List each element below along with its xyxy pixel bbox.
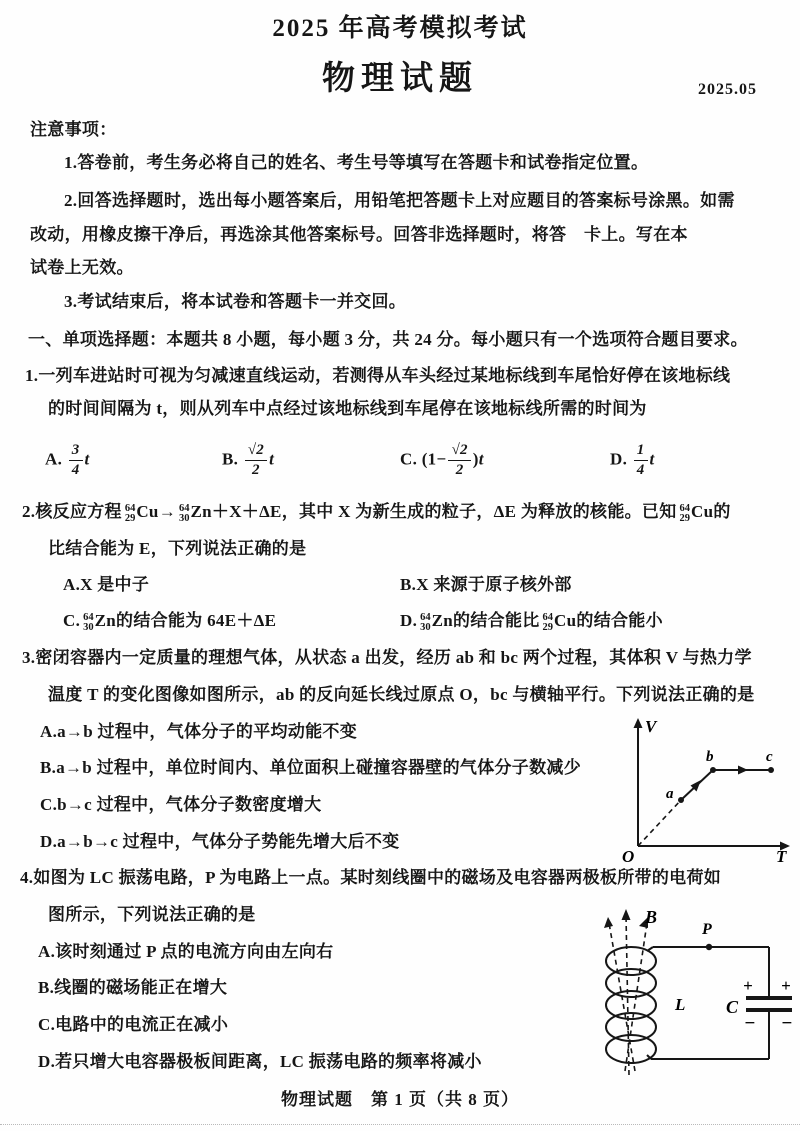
q2-intro: 2.核反应方程 — [22, 502, 122, 521]
q1-option-c-open: (1− — [421, 449, 447, 469]
origin-label: O — [622, 847, 635, 862]
q2-option-d-symbol-zn: Zn — [431, 611, 454, 630]
page-footer: 物理试题 第 1 页（共 8 页） — [281, 1090, 519, 1109]
q1-option-c-close: ) — [472, 449, 479, 469]
notice-heading: 注意事项： — [30, 120, 117, 139]
notice-item-2-line2a: 改动，用橡皮擦干净后，再选涂其他答案标号。回答非选择题时，将答 — [30, 225, 567, 244]
q1-option-c-fraction: $\frac{√2}{2}$ — [448, 443, 470, 478]
q2-nuclide-cu-2-symbol: Cu — [691, 502, 714, 521]
q2-nuclide-zn-1-symbol: Zn — [190, 502, 212, 521]
q2-option-d-nuclide-cu: 64 29 — [542, 611, 554, 633]
q1-option-d-fraction: $\frac{1}{4}$ — [634, 443, 648, 478]
lc-circuit — [585, 903, 797, 1104]
q2-option-b: B.X 来源于原子核外部 — [400, 575, 572, 594]
q2-nuclide-cu-2: 64 29 — [679, 502, 691, 524]
q2-option-d-nuclide-zn: 64 30 — [420, 611, 431, 633]
field-arrow-center — [622, 909, 631, 920]
point-c-label: c — [766, 749, 773, 765]
q2-option-c-symbol: Zn — [94, 611, 117, 630]
q1-option-b-variable: t — [269, 449, 275, 469]
plus-sign-left: + — [743, 976, 753, 995]
point-b-dot — [710, 767, 716, 773]
q1-option-a — [45, 443, 90, 478]
q4-option-c: C.电路中的电流正在减小 — [38, 1015, 229, 1034]
q2-option-d-symbol-cu: Cu — [554, 611, 577, 630]
point-b-label: b — [706, 749, 714, 765]
point-c-dot — [768, 767, 774, 773]
exam-title: 2025 年高考模拟考试 — [272, 15, 528, 42]
q2-line2: 比结合能为 E，下列说法正确的是 — [48, 539, 307, 558]
q4-option-a: A.该时刻通过 P 点的电流方向由左向右 — [38, 942, 334, 961]
q4-option-b: B.线圈的磁场能正在增大 — [38, 978, 228, 997]
q2-line1 — [22, 502, 731, 525]
q2-option-d-mid: 的结合能比 — [453, 611, 540, 630]
q4-option-d: D.若只增大电容器极板间距离，LC 振荡电路的频率将减小 — [38, 1052, 482, 1071]
q2-option-c — [63, 611, 276, 634]
bc-direction-arrow — [738, 766, 748, 775]
q3-option-a: A.a→b 过程中，气体分子的平均动能不变 — [40, 722, 358, 741]
point-p-label: P — [702, 921, 712, 938]
q2-nuclide-cu-1-symbol: Cu — [136, 502, 159, 521]
q2-option-c-text: 的结合能为 64E＋ΔE — [116, 611, 277, 630]
q1-option-d-variable: t — [649, 449, 655, 469]
notice-item-1: 1.答卷前，考生务必将自己的姓名、考生号等填写在答题卡和试卷指定位置。 — [64, 153, 649, 172]
q2-reaction-arrow: → — [158, 502, 177, 521]
q1-line1: 1.一列车进站时可视为匀减速直线运动，若测得从车头经过某地标线到车尾恰好停在该地标线 — [25, 366, 731, 385]
notice-item-2-line1: 2.回答选择题时，选出每小题答案后，用铅笔把答题卡上对应题目的答案标号涂黑。如需 — [64, 191, 735, 210]
inductor-label-l: L — [675, 995, 686, 1014]
q2-option-a: A.X 是中子 — [63, 575, 150, 594]
minus-sign-right: − — [781, 1013, 793, 1034]
q2-nuclide-zn-1: 64 30 — [179, 502, 190, 524]
vt-graph — [618, 712, 796, 867]
q2-option-c-nuclide: 64 30 — [83, 611, 94, 633]
point-p-dot — [706, 944, 712, 950]
notice-item-3: 3.考试结束后，将本试卷和答题卡一并交回。 — [64, 292, 407, 311]
v-axis-label: V — [645, 717, 657, 736]
q1-option-c-variable: t — [478, 449, 484, 469]
point-a-label: a — [666, 786, 674, 802]
q1-option-a-label: A. — [45, 449, 63, 469]
plus-sign-right: + — [781, 976, 791, 995]
q2-option-d-text: 的结合能小 — [576, 611, 663, 630]
q4-line1: 4.如图为 LC 振荡电路，P 为电路上一点。某时刻线圈中的磁场及电容器两极板所带的电荷如 — [20, 868, 722, 887]
notice-item-2-line3: 试卷上无效。 — [30, 258, 134, 277]
q2-option-c-label: C. — [63, 611, 81, 630]
q2-after: ＋X＋ΔE，其中 X 为新生成的粒子，ΔE 为释放的核能。已知 — [211, 502, 677, 521]
section-1-heading: 一、单项选择题：本题共 8 小题，每小题 3 分，共 24 分。每小题只有一个选项符合题目要求。 — [28, 330, 748, 349]
exam-subtitle: 物理试题 — [322, 61, 478, 97]
inductor-coil — [606, 947, 656, 1063]
q2-nuclide-cu-1: 64 29 — [124, 502, 136, 524]
q3-line1: 3.密闭容器内一定质量的理想气体，从状态 a 出发，经历 ab 和 bc 两个过程，其体积 V 与热力学 — [22, 648, 752, 667]
minus-sign-left: − — [744, 1013, 756, 1034]
q3-option-c: C.b→c 过程中，气体分子数密度增大 — [40, 795, 322, 814]
t-axis-label: T — [776, 847, 787, 862]
bottom-scan-rule — [0, 1124, 800, 1125]
q1-option-d-label: D. — [610, 449, 628, 469]
q1-option-d — [610, 443, 655, 478]
q1-option-c-label: C. — [400, 449, 418, 469]
q2-tail: 的 — [713, 502, 731, 521]
q1-option-a-fraction: $\frac{3}{4}$ — [69, 443, 83, 478]
q2-option-d — [400, 611, 663, 634]
q1-option-a-variable: t — [84, 449, 90, 469]
q3-option-d: D.a→b→c 过程中，气体分子势能先增大后不变 — [40, 832, 400, 851]
exam-date: 2025.05 — [698, 81, 757, 98]
q4-line2: 图所示，下列说法正确的是 — [48, 905, 256, 924]
q3-option-b: B.a→b 过程中，单位时间内、单位面积上碰撞容器壁的气体分子数减少 — [40, 758, 581, 777]
notice-item-2-line2b: 卡上。写在本 — [584, 225, 688, 244]
q1-option-b — [222, 443, 274, 478]
q3-line2: 温度 T 的变化图像如图所示，ab 的反向延长线过原点 O，bc 与横轴平行。下列说法正确的是 — [48, 685, 755, 704]
q1-option-b-fraction: $\frac{√2}{2}$ — [245, 443, 267, 478]
dashed-extension-line — [638, 800, 681, 846]
q1-option-b-label: B. — [222, 449, 239, 469]
field-arrow-left — [604, 917, 613, 928]
v-axis-arrow — [634, 718, 643, 728]
capacitor-label-c: C — [726, 997, 739, 1017]
q2-option-d-label: D. — [400, 611, 418, 630]
point-a-dot — [678, 797, 684, 803]
q1-line2: 的时间间隔为 t，则从列车中点经过该地标线到车尾停在该地标线所需的时间为 — [48, 399, 647, 418]
field-label-b: B — [645, 907, 658, 927]
q1-option-c — [400, 443, 484, 478]
